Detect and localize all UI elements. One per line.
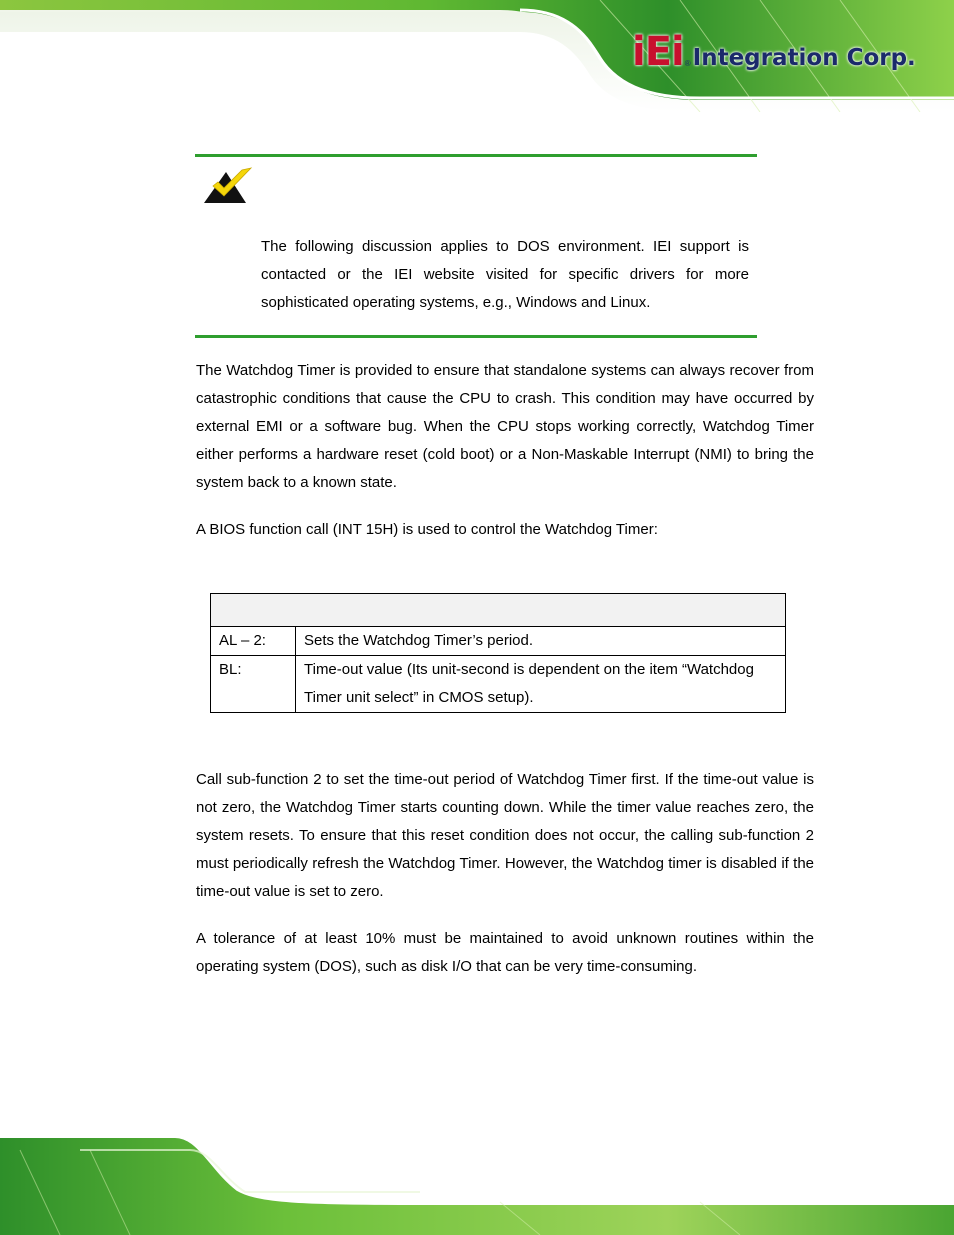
logo-registered: ® <box>684 59 691 68</box>
logo-text: Integration Corp. <box>692 45 916 71</box>
table-row <box>211 656 786 713</box>
register-cell: BL: <box>211 656 296 713</box>
paragraph-subfunction: Call sub-function 2 to set the time-out period of Watchdog Timer first. If the time-out value is not zero, the Watchdog Timer starts counting down. While the timer value reaches zero, the system resets. To ensure that this reset condition does not occur, the calling sub-function 2 must periodically refresh the Watchdog Timer. However, the Watchdog timer is disabled if the time-out value is set to zero. <box>196 771 814 900</box>
description-cell: Sets the Watchdog Timer’s period. <box>296 627 786 656</box>
paragraph-intro: The Watchdog Timer is provided to ensure that standalone systems can always recover from catastrophic conditions that cause the CPU to crash. This condition may have occurred by external EMI or a software bug. When the CPU stops working correctly, Watchdog Timer either performs a hardware reset (cold boot) or a Non-Maskable Interrupt (NMI) to bring the system back to a known state. <box>196 362 814 491</box>
note-top-rule <box>195 154 757 157</box>
company-logo <box>632 28 916 75</box>
checkmark-icon <box>204 166 254 204</box>
note-bottom-rule <box>195 335 757 338</box>
table-header-cell <box>211 594 786 627</box>
note-text: The following discussion applies to DOS environment. IEI support is contacted or the IEI website visited for specific drivers for more sophisticated operating systems, e.g., Windows and Linux. <box>261 238 749 311</box>
register-cell: AL – 2: <box>211 627 296 656</box>
description-cell: Time-out value (Its unit-second is dependent on the item “Watchdog Timer unit select” in CMOS setup). <box>296 656 786 713</box>
table-row <box>211 627 786 656</box>
logo-mark: iEi <box>632 29 684 75</box>
watchdog-register-table <box>210 593 786 713</box>
paragraph-tolerance: A tolerance of at least 10% must be maintained to avoid unknown routines within the operating system (DOS), such as disk I/O that can be very time-consuming. <box>196 930 814 975</box>
paragraph-bios-call: A BIOS function call (INT 15H) is used to control the Watchdog Timer: <box>196 521 658 538</box>
footer-band <box>0 1130 954 1235</box>
table-header-row <box>211 594 786 627</box>
